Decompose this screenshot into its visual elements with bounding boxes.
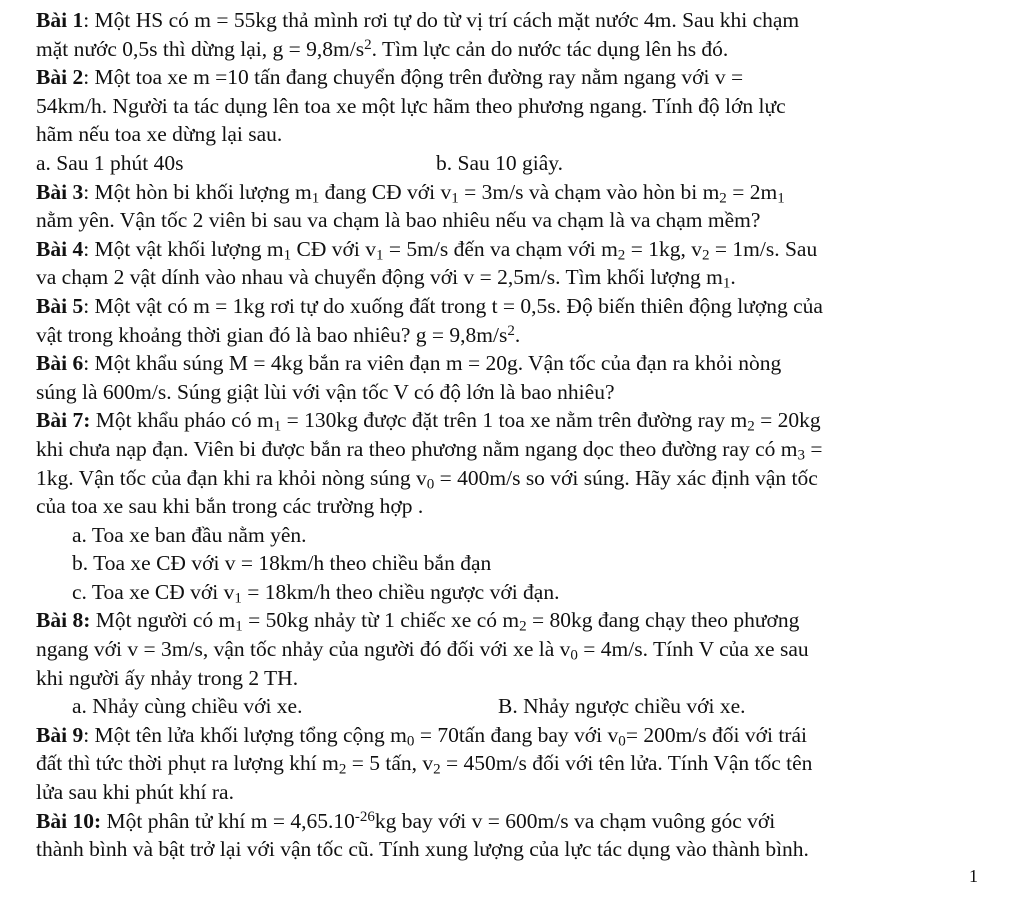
bai4-text: = 5m/s đến va chạm với m: [383, 236, 618, 261]
bai8-options: [36, 692, 996, 721]
subscript: 2: [747, 418, 755, 435]
bai4-text: = 1kg, v: [625, 236, 702, 261]
bai9-text: = 5 tấn, v: [346, 751, 434, 776]
bai8-text: = 80kg đang chạy theo phương: [526, 608, 800, 633]
subscript: 1: [722, 275, 731, 292]
bai8-line1: [36, 606, 996, 635]
bai2-line2: 54km/h. Người ta tác dụng lên toa xe một lực hãm theo phương ngang. Tính độ lớn lực: [36, 93, 786, 118]
superscript: 2: [507, 322, 515, 339]
bai6-text: : Một khẩu súng M = 4kg bắn ra viên đạn m = 20g. Vận tốc của đạn ra khỏi nòng: [83, 351, 782, 376]
bai3-text: đang CĐ với v: [319, 179, 452, 204]
subscript: 1: [777, 189, 785, 206]
bai8-option-b: B. Nhảy ngược chiều với xe.: [498, 694, 746, 719]
subscript: 1: [273, 418, 282, 435]
bai4-text: va chạm 2 vật dính vào nhau và chuyển động với v = 2,5m/s. Tìm khối lượng m: [36, 265, 723, 290]
bai4-label: Bài 4: [36, 236, 84, 261]
subscript: 2: [719, 189, 727, 206]
subscript: 0: [618, 733, 626, 750]
bai5-line1: [36, 292, 996, 321]
bai8-option-a: a. Nhảy cùng chiều với xe.: [72, 694, 303, 719]
bai7-text: = 400m/s so với súng. Hãy xác định vận tốc: [434, 465, 818, 490]
bai3-line1: [36, 178, 996, 207]
bai10-label: Bài 10:: [36, 808, 102, 833]
subscript: 3: [797, 447, 805, 464]
bai3-line2: nằm yên. Vận tốc 2 viên bi sau va chạm là bao nhiêu nếu va chạm là va chạm mềm?: [36, 208, 761, 233]
bai5-label: Bài 5: [36, 293, 84, 318]
bai7-option-a: a. Toa xe ban đầu nằm yên.: [72, 522, 307, 547]
bai1-text: : Một HS có m = 55kg thả mình rơi tự do từ vị trí cách mặt nước 4m. Sau khi chạm: [83, 8, 800, 32]
bai7-text: =: [805, 436, 823, 461]
subscript: 1: [375, 247, 384, 264]
bai7-text: = 130kg được đặt trên 1 toa xe nằm trên đường ray m: [281, 408, 748, 433]
bai2-line1: [36, 63, 996, 92]
subscript: 1: [235, 618, 243, 635]
bai4-text: : Một vật khối lượng m: [83, 236, 284, 261]
bai9-line2: [36, 749, 996, 778]
bai4-text: = 1m/s. Sau: [709, 236, 818, 261]
bai7-line4: của toa xe sau khi bắn trong các trường hợp .: [36, 494, 424, 519]
bai7-option-c: [36, 578, 996, 607]
subscript: 2: [701, 247, 710, 264]
bai9-text: = 70tấn đang bay với v: [414, 722, 619, 747]
bai10-text: kg bay với v = 600m/s va chạm vuông góc với: [374, 808, 776, 833]
bai8-text: = 50kg nhảy từ 1 chiếc xe có m: [242, 608, 520, 633]
bai5-text: .: [514, 322, 521, 347]
bai2-text: : Một toa xe m =10 tấn đang chuyển động trên đường ray nằm ngang với v =: [83, 65, 744, 90]
bai6-line1: [36, 349, 996, 378]
bai6-label: Bài 6: [36, 351, 84, 376]
bai7-line3: [36, 464, 996, 493]
bai4-line1: [36, 235, 996, 264]
bai7-label: Bài 7:: [36, 408, 91, 433]
subscript: 1: [451, 189, 459, 206]
bai1-line1: [36, 6, 996, 35]
bai8-text: ngang với v = 3m/s, vận tốc nhảy của người đó đối với xe là v: [36, 637, 571, 662]
bai2-options: [36, 149, 996, 178]
subscript: 2: [617, 247, 626, 264]
subscript: 1: [234, 590, 242, 607]
bai2-label: Bài 2: [36, 65, 84, 90]
bai7-text: khi chưa nạp đạn. Viên bi được bắn ra theo phương nằm ngang dọc theo đường ray có m: [36, 436, 798, 461]
bai4-text: CĐ với v: [291, 236, 376, 261]
bai1-text: . Tìm lực cản do nước tác dụng lên hs đó.: [371, 36, 729, 61]
subscript: 0: [570, 647, 578, 664]
bai3-text: = 3m/s và chạm vào hòn bi m: [458, 179, 720, 204]
bai1-text: mặt nước 0,5s thì dừng lại, g = 9,8m/s: [36, 36, 365, 61]
bai9-line1: [36, 721, 996, 750]
bai5-text: : Một vật có m = 1kg rơi tự do xuống đất trong t = 0,5s. Độ biến thiên động lượng của: [83, 293, 823, 318]
bai3-text: = 2m: [726, 179, 778, 204]
bai5-line2: [36, 321, 996, 350]
bai7-option-b: b. Toa xe CĐ với v = 18km/h theo chiều bắn đạn: [72, 551, 492, 576]
bai7-text: 1kg. Vận tốc của đạn khi ra khỏi nòng súng v: [36, 465, 427, 490]
superscript: -26: [354, 808, 375, 825]
bai9-text: đất thì tức thời phụt ra lượng khí m: [36, 751, 339, 776]
bai7-text: = 18km/h theo chiều ngược với đạn.: [241, 579, 560, 604]
bai2-option-b: b. Sau 10 giây.: [436, 150, 563, 175]
bai10-line1: [36, 807, 996, 836]
subscript: 1: [283, 247, 292, 264]
superscript: 2: [364, 36, 372, 53]
bai7-text: = 20kg: [754, 408, 821, 433]
bai9-text: = 200m/s đối với trái: [625, 722, 807, 747]
bai8-line2: [36, 635, 996, 664]
subscript: 2: [338, 761, 347, 778]
bai8-text: Một người có m: [90, 608, 236, 633]
bai8-text: = 4m/s. Tính V của xe sau: [577, 637, 809, 662]
subscript: 2: [433, 761, 441, 778]
bai10-line2: thành bình và bật trở lại với vận tốc cũ. Tính xung lượng của lực tác dụng vào thành bình.: [36, 837, 809, 862]
bai8-line3: khi người ấy nhảy trong 2 TH.: [36, 665, 299, 690]
bai7-text: c. Toa xe CĐ với v: [72, 579, 235, 604]
subscript: 2: [519, 618, 527, 635]
bai9-label: Bài 9: [36, 722, 84, 747]
bai4-line2: [36, 263, 996, 292]
page-number: 1: [969, 866, 978, 886]
bai1-label: Bài 1: [36, 8, 84, 32]
bai9-text: : Một tên lửa khối lượng tổng cộng m: [83, 722, 407, 747]
bai2-line3: hãm nếu toa xe dừng lại sau.: [36, 122, 283, 147]
bai3-text: : Một hòn bi khối lượng m: [83, 179, 312, 204]
bai7-line2: [36, 435, 996, 464]
bai4-text: .: [730, 265, 736, 290]
document-page: [36, 6, 996, 864]
bai9-line3: lửa sau khi phút khí ra.: [36, 780, 234, 805]
bai1-line2: [36, 35, 996, 64]
bai7-line1: [36, 406, 996, 435]
bai3-label: Bài 3: [36, 179, 84, 204]
subscript: 1: [311, 189, 320, 206]
bai2-option-a: a. Sau 1 phút 40s: [36, 150, 184, 175]
bai10-text: Một phân tử khí m = 4,65.10: [101, 808, 355, 833]
subscript: 0: [406, 733, 415, 750]
bai5-text: vật trong khoảng thời gian đó là bao nhiêu? g = 9,8m/s: [36, 322, 508, 347]
bai7-text: Một khẩu pháo có m: [90, 408, 274, 433]
bai9-text: = 450m/s đối với tên lửa. Tính Vận tốc tên: [440, 751, 813, 776]
bai8-label: Bài 8:: [36, 608, 91, 633]
bai6-line2: súng là 600m/s. Súng giật lùi với vận tốc V có độ lớn là bao nhiêu?: [36, 379, 615, 404]
subscript: 0: [426, 475, 435, 492]
